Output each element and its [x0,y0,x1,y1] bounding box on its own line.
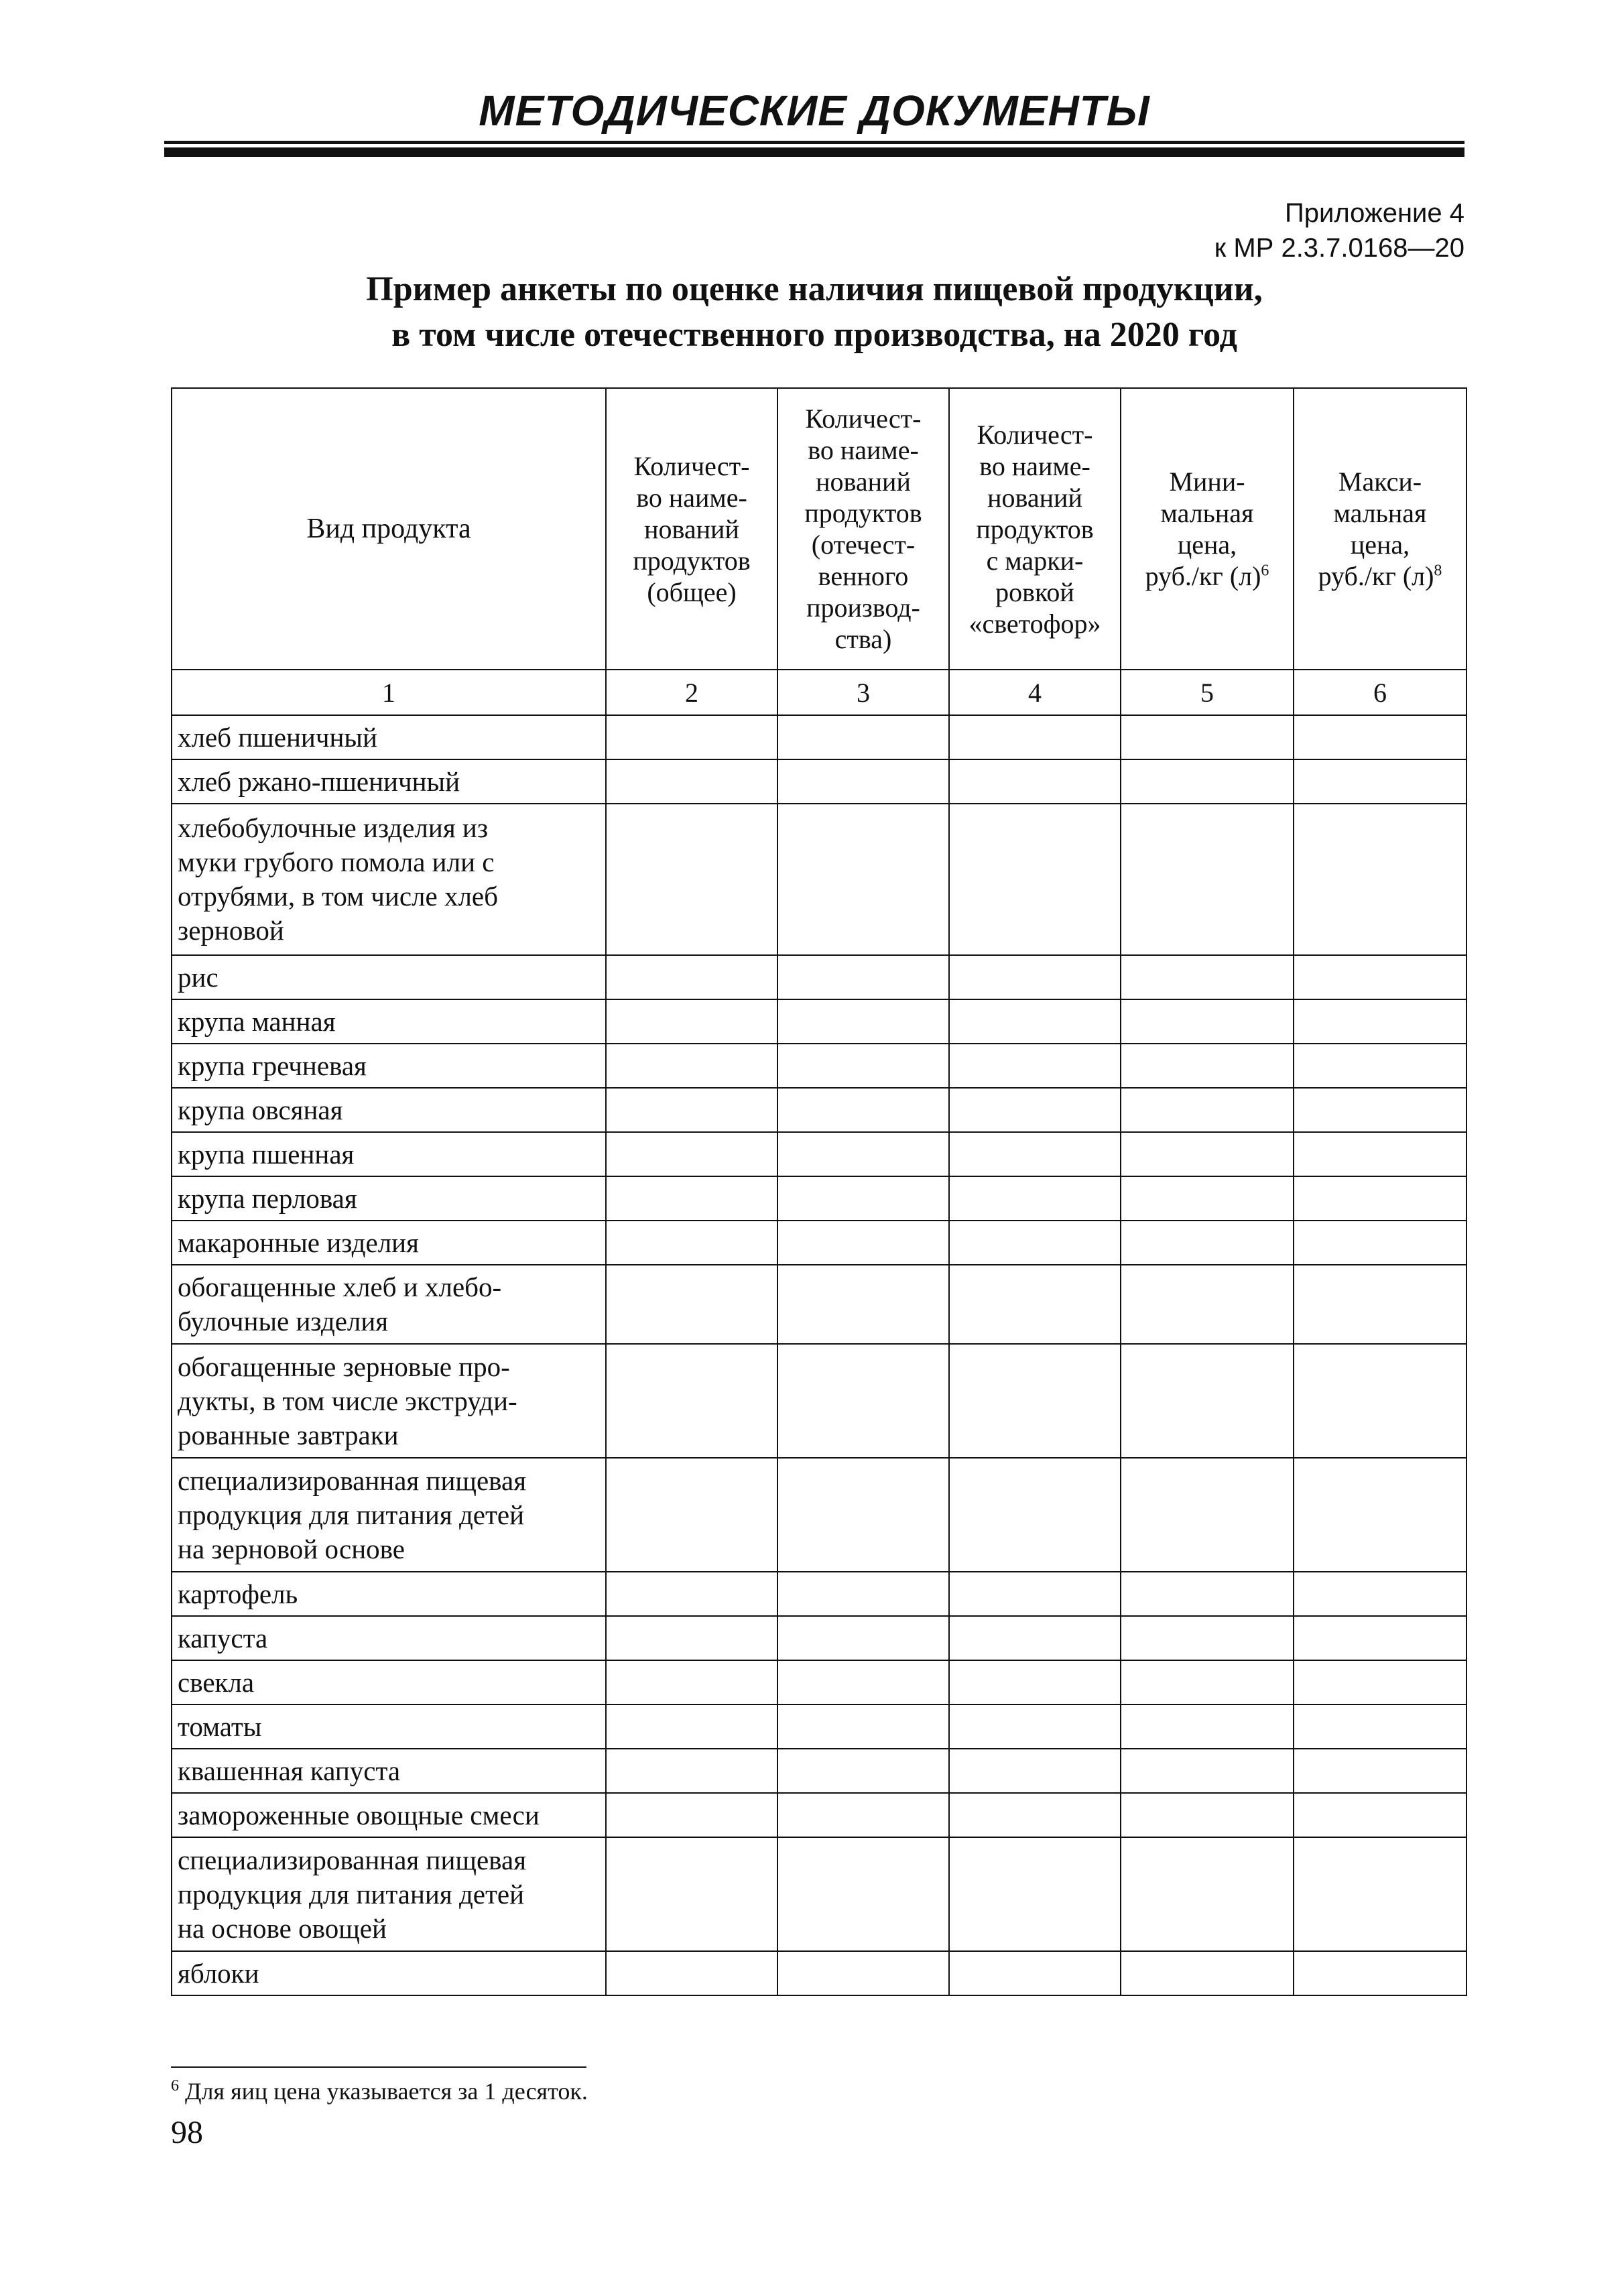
value-cell[interactable] [1121,1088,1294,1132]
value-cell[interactable] [1294,1616,1466,1660]
product-name-line: муки грубого помола или с [178,847,495,877]
value-cell[interactable] [606,999,777,1044]
value-cell[interactable] [1294,1749,1466,1793]
value-cell[interactable] [777,999,949,1044]
value-cell[interactable] [1121,1132,1294,1176]
product-name-line: яблоки [178,1957,259,1989]
value-cell[interactable] [1294,1176,1466,1221]
product-name-line: крупа перловая [178,1182,357,1214]
product-name-line: обогащенные зерновые про- [178,1351,510,1382]
product-name-line: хлеб ржано-пшеничный [178,765,460,797]
value-cell[interactable] [1121,999,1294,1044]
header-line: Количест- [633,450,750,481]
header-line: нований [987,482,1082,513]
value-cell[interactable] [1121,1616,1294,1660]
table-row [172,1793,1466,1837]
header-line: продуктов [804,498,922,528]
value-cell[interactable] [949,1265,1121,1344]
header-line: мальная [1333,498,1427,528]
value-cell[interactable] [949,1458,1121,1572]
value-cell[interactable] [1294,715,1466,759]
value-cell[interactable] [949,1660,1121,1704]
product-name-cell [172,1176,606,1221]
value-cell[interactable] [1121,1837,1294,1951]
value-cell[interactable] [1294,1088,1466,1132]
value-cell[interactable] [949,955,1121,999]
product-name-cell [172,715,606,759]
product-name-cell [172,1793,606,1837]
product-name-line: крупа манная [178,1005,336,1037]
header-line: (отечест- [811,530,916,560]
value-cell[interactable] [777,1044,949,1088]
table-row [172,1221,1466,1265]
value-cell[interactable] [777,1704,949,1749]
document-title-line-1: Пример анкеты по оценке наличия пищевой продукции, [366,270,1263,308]
product-name-cell [172,1837,606,1951]
value-cell[interactable] [606,1660,777,1704]
product-name-cell [172,1265,606,1344]
column-number-row [172,670,1466,715]
value-cell[interactable] [1294,1458,1466,1572]
header-line: с марки- [986,545,1084,576]
value-cell[interactable] [777,1660,949,1704]
table-row [172,1837,1466,1951]
product-name-line: квашенная капуста [178,1755,401,1786]
product-name-line: продукция для питания детей [178,1878,525,1910]
value-cell[interactable] [777,1221,949,1265]
value-cell[interactable] [1121,1660,1294,1704]
header-line: ства) [834,624,892,654]
value-cell[interactable] [606,1616,777,1660]
value-cell[interactable] [949,1344,1121,1458]
footnote-separator [171,2066,586,2068]
value-cell[interactable] [606,1221,777,1265]
product-name-cell [172,1704,606,1749]
product-name-cell [172,1132,606,1176]
header-line: венного [818,561,909,591]
header-line: цена, [1177,530,1237,560]
header-count-total [606,388,777,670]
header-line: Мини- [1169,467,1245,497]
value-cell[interactable] [1121,1704,1294,1749]
value-cell[interactable] [1121,1344,1294,1458]
header-product-type [172,388,606,670]
value-cell[interactable] [777,759,949,804]
document-title-line-2: в том числе отечественного производства, на 2020 год [391,316,1237,354]
header-line: мальная [1160,498,1254,528]
footnote-marker: 6 [171,2077,179,2095]
value-cell[interactable] [949,1616,1121,1660]
product-name-line: крупа гречневая [178,1050,367,1081]
value-cell[interactable] [606,1704,777,1749]
value-cell[interactable] [949,759,1121,804]
value-cell[interactable] [1121,1265,1294,1344]
footnote [171,2075,588,2107]
header-line: руб./кг (л) [1145,561,1261,591]
header-line: нований [644,513,739,544]
value-cell[interactable] [777,1837,949,1951]
footnote-ref-8: 8 [1434,562,1442,580]
value-cell[interactable] [1121,759,1294,804]
product-name-line: специализированная пищевая [178,1465,527,1496]
header-line: цена, [1350,530,1410,560]
header-line: руб./кг (л) [1318,561,1434,591]
value-cell[interactable] [1294,1793,1466,1837]
product-name-cell [172,1572,606,1616]
value-cell[interactable] [1294,804,1466,955]
value-cell[interactable] [949,715,1121,759]
value-cell[interactable] [949,1704,1121,1749]
product-name-line: капуста [178,1622,268,1654]
value-cell[interactable] [777,1088,949,1132]
value-cell[interactable] [1121,955,1294,999]
product-name-line: на зерновой основе [178,1533,405,1564]
survey-table [171,387,1467,1996]
value-cell[interactable] [1121,1793,1294,1837]
table-row [172,1704,1466,1749]
column-number: 5 [1121,670,1294,715]
table-row [172,1572,1466,1616]
header-line: во наиме- [636,482,747,513]
value-cell[interactable] [1294,1572,1466,1616]
value-cell[interactable] [606,1265,777,1344]
value-cell[interactable] [1121,1572,1294,1616]
product-name-line: дукты, в том числе экструди- [178,1385,517,1416]
table-row [172,1616,1466,1660]
value-cell[interactable] [606,1176,777,1221]
product-name-cell [172,1749,606,1793]
header-line: нований [816,467,911,497]
value-cell[interactable] [606,1572,777,1616]
product-name-line: томаты [178,1711,262,1742]
page-number: 98 [171,2115,203,2150]
product-name-line: рованные завтраки [178,1419,399,1450]
appendix-line-2: к МР 2.3.7.0168—20 [1214,233,1464,263]
table-row [172,1088,1466,1132]
value-cell[interactable] [1121,1749,1294,1793]
value-cell[interactable] [777,1458,949,1572]
value-cell[interactable] [606,1132,777,1176]
value-cell[interactable] [606,955,777,999]
table-row [172,1132,1466,1176]
value-cell[interactable] [777,1344,949,1458]
value-cell[interactable] [606,1458,777,1572]
product-name-cell [172,804,606,955]
column-number: 6 [1294,670,1466,715]
header-count-traffic-light [949,388,1121,670]
table-row [172,759,1466,804]
header-max-price [1294,388,1466,670]
table-row [172,1265,1466,1344]
header-line: Макси- [1338,467,1422,497]
header-count-domestic [777,388,949,670]
table-row [172,1044,1466,1088]
value-cell[interactable] [1294,1660,1466,1704]
product-name-line: картофель [178,1578,298,1609]
value-cell[interactable] [606,1088,777,1132]
table-row [172,1749,1466,1793]
value-cell[interactable] [1121,1221,1294,1265]
product-name-line: крупа овсяная [178,1094,343,1125]
value-cell[interactable] [777,715,949,759]
product-name-cell [172,1221,606,1265]
header-line: продуктов [976,513,1094,544]
value-cell[interactable] [1294,759,1466,804]
value-cell[interactable] [606,1044,777,1088]
table-row [172,1344,1466,1458]
product-name-cell [172,1616,606,1660]
value-cell[interactable] [606,759,777,804]
value-cell[interactable] [949,1793,1121,1837]
header-line: (общее) [647,576,737,607]
value-cell[interactable] [1121,715,1294,759]
footnote-ref-6: 6 [1261,562,1269,580]
value-cell[interactable] [1121,1458,1294,1572]
value-cell[interactable] [1294,999,1466,1044]
header-line: продуктов [633,545,751,576]
product-name-line: отрубями, в том числе хлеб [178,881,498,912]
product-name-line: рис [178,961,218,993]
header-rule-thick [164,147,1464,157]
value-cell[interactable] [606,1793,777,1837]
product-name-line: крупа пшенная [178,1138,355,1170]
value-cell[interactable] [777,804,949,955]
footnote-text: Для яиц цена указывается за 1 десяток. [185,2078,588,2105]
value-cell[interactable] [777,1132,949,1176]
value-cell[interactable] [1294,1837,1466,1951]
value-cell[interactable] [949,1176,1121,1221]
table-row [172,1458,1466,1572]
header-line: Количест- [977,419,1093,450]
product-name-cell [172,955,606,999]
value-cell[interactable] [1121,1044,1294,1088]
table-row [172,999,1466,1044]
product-name-cell [172,1088,606,1132]
table-row [172,804,1466,955]
value-cell[interactable] [949,1951,1121,1995]
header-line: Вид продукта [306,513,471,544]
value-cell[interactable] [777,1176,949,1221]
appendix-line-1: Приложение 4 [1285,198,1464,228]
header-min-price [1121,388,1294,670]
product-name-line: продукция для питания детей [178,1499,525,1530]
value-cell[interactable] [949,1044,1121,1088]
table-row [172,1660,1466,1704]
value-cell[interactable] [777,955,949,999]
value-cell[interactable] [606,804,777,955]
value-cell[interactable] [949,999,1121,1044]
value-cell[interactable] [949,1221,1121,1265]
value-cell[interactable] [1294,955,1466,999]
document-title [164,267,1464,358]
value-cell[interactable] [777,1951,949,1995]
product-name-cell [172,999,606,1044]
product-name-cell [172,1458,606,1572]
value-cell[interactable] [949,804,1121,955]
value-cell[interactable] [1121,804,1294,955]
value-cell[interactable] [606,1951,777,1995]
value-cell[interactable] [1294,1951,1466,1995]
value-cell[interactable] [949,1572,1121,1616]
table-body [172,670,1466,1995]
value-cell[interactable] [1294,1044,1466,1088]
header-rule-thin [164,141,1464,144]
value-cell[interactable] [777,1616,949,1660]
value-cell[interactable] [1294,1132,1466,1176]
header-line: Количест- [805,404,922,434]
product-name-line: хлеб пшеничный [178,721,377,753]
running-header: МЕТОДИЧЕСКИЕ ДОКУМЕНТЫ [479,86,1150,135]
table-row [172,715,1466,759]
value-cell[interactable] [949,1088,1121,1132]
product-name-line: хлебобулочные изделия из [178,812,489,843]
value-cell[interactable] [606,715,777,759]
product-name-cell [172,1660,606,1704]
product-name-line: булочные изделия [178,1306,389,1337]
column-number: 4 [949,670,1121,715]
product-name-cell [172,759,606,804]
table-row [172,955,1466,999]
product-name-line: на основе овощей [178,1912,387,1944]
header-line: производ- [806,593,920,623]
product-name-cell [172,1951,606,1995]
header-line: во наиме- [979,450,1090,481]
value-cell[interactable] [1121,1176,1294,1221]
value-cell[interactable] [777,1572,949,1616]
value-cell[interactable] [1121,1951,1294,1995]
appendix-reference [1214,196,1464,265]
product-name-line: свекла [178,1666,255,1698]
value-cell[interactable] [606,1344,777,1458]
product-name-cell [172,1344,606,1458]
value-cell[interactable] [949,1837,1121,1951]
product-name-line: зерновой [178,915,284,946]
header-line: ровкой [995,576,1074,607]
value-cell[interactable] [1294,1265,1466,1344]
value-cell[interactable] [949,1749,1121,1793]
product-name-line: макаронные изделия [178,1227,419,1258]
value-cell[interactable] [606,1749,777,1793]
value-cell[interactable] [777,1749,949,1793]
value-cell[interactable] [1294,1344,1466,1458]
value-cell[interactable] [949,1132,1121,1176]
column-number: 1 [172,670,606,715]
product-name-line: специализированная пищевая [178,1844,527,1875]
product-name-line: замороженные овощные смеси [178,1799,540,1831]
column-number: 2 [606,670,777,715]
value-cell[interactable] [606,1837,777,1951]
column-number: 3 [777,670,949,715]
value-cell[interactable] [1294,1221,1466,1265]
header-line: «светофор» [969,608,1101,639]
value-cell[interactable] [777,1793,949,1837]
product-name-line: обогащенные хлеб и хлебо- [178,1271,502,1302]
header-line: во наиме- [808,435,919,465]
value-cell[interactable] [1294,1704,1466,1749]
table-row [172,1176,1466,1221]
value-cell[interactable] [777,1265,949,1344]
product-name-cell [172,1044,606,1088]
table-row [172,1951,1466,1995]
